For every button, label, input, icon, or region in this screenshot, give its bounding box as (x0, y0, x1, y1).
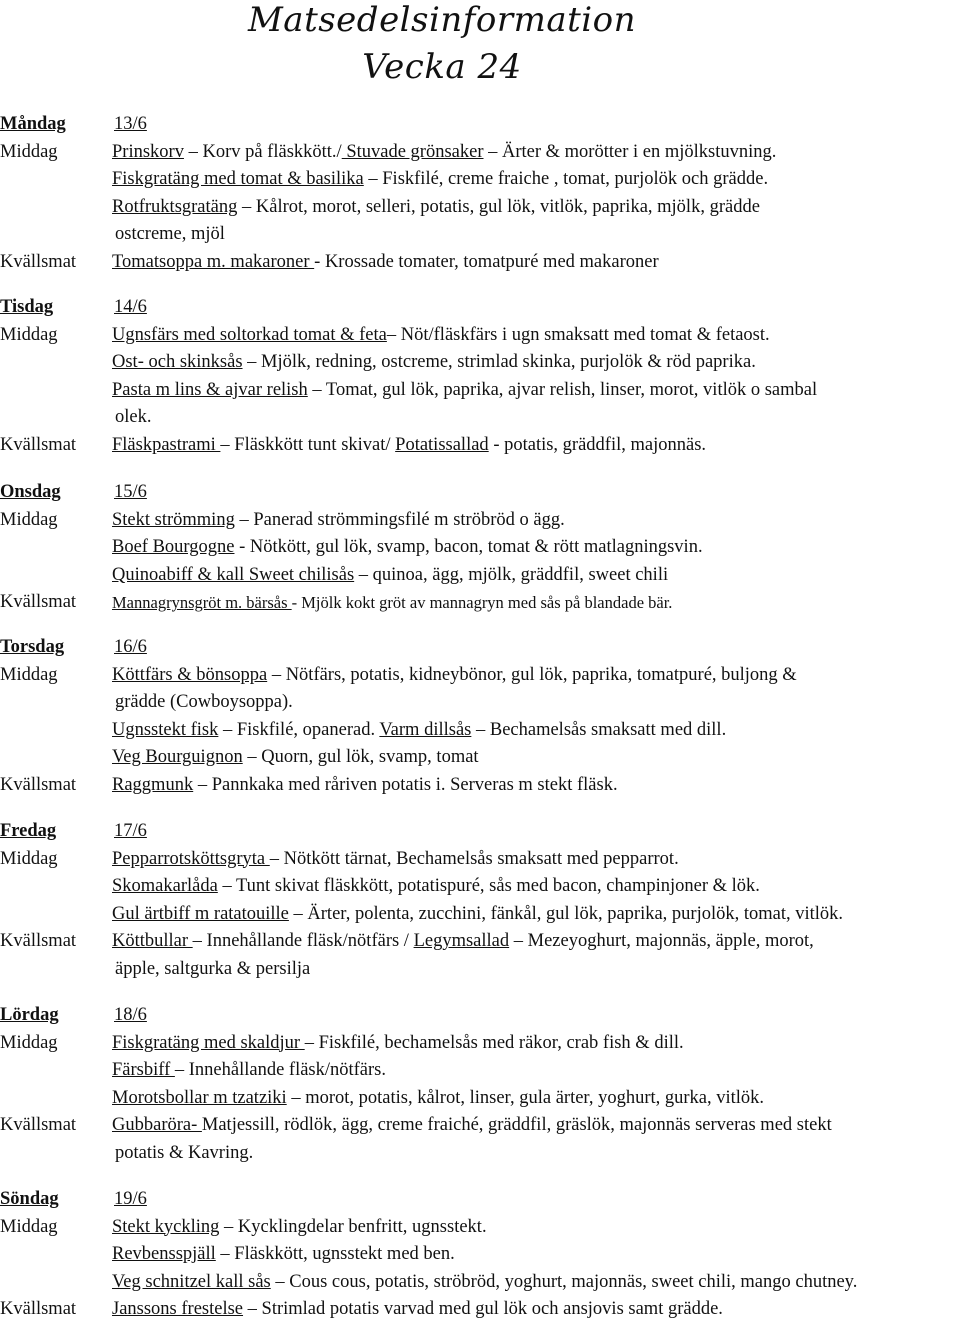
day-name: Söndag (0, 1189, 59, 1209)
day-heading (0, 294, 960, 322)
day-heading (0, 479, 960, 507)
day-section-4 (0, 634, 960, 800)
day-section-2 (0, 294, 960, 460)
menu-row (0, 589, 960, 617)
meal-label-dinner: Kvällsmat (0, 774, 77, 795)
dish-description: – quinoa, ägg, mjölk, gräddfil, sweet chili (354, 564, 669, 585)
dish-name: Fiskgratäng med skaldjur (112, 1032, 305, 1053)
menu-text (112, 589, 960, 617)
day-name: Fredag (0, 821, 57, 841)
dish-name: Färsbiff (112, 1060, 175, 1081)
week-subtitle: Vecka 24 (362, 47, 522, 87)
dish-description: – Quorn, gul lök, svamp, tomat (242, 747, 479, 768)
menu-text (112, 901, 960, 929)
dish-description: - Nötkött, gul lök, svamp, bacon, tomat & rött matlagningsvin. (234, 537, 703, 558)
label-spacer (0, 377, 112, 405)
menu-row (0, 1269, 960, 1297)
dish-description: – Ärter & morötter i en mjölkstuvning. (483, 141, 777, 162)
menu-row (0, 166, 960, 194)
menu-text (112, 1269, 960, 1297)
day-date: 18/6 (114, 1005, 147, 1025)
menu-row (0, 956, 960, 984)
menu-row (0, 901, 960, 929)
dish-description: – Kålrot, morot, selleri, potatis, gul lök, vitlök, paprika, mjölk, grädde (237, 196, 760, 217)
day-date: 13/6 (114, 114, 147, 134)
label-spacer (0, 956, 112, 984)
day-heading (0, 111, 960, 139)
meal-label-lunch: Middag (0, 141, 58, 162)
dish-description: – Nötkött tärnat, Bechamelsås smaksatt med pepparrot. (269, 848, 679, 869)
menu-text (112, 1296, 960, 1324)
dish-name: Skomakarlåda (112, 876, 218, 897)
menu-text (112, 689, 960, 717)
label-spacer (0, 1085, 112, 1113)
dish-name: Tomatsoppa m. makaroner (112, 251, 315, 272)
menu-row (0, 928, 960, 956)
menu-row (0, 507, 960, 535)
dish-description: - Krossade tomater, tomatpuré med makaroner (314, 251, 659, 272)
day-heading (0, 1002, 960, 1030)
dish-name: Gul ärtbiff m ratatouille (112, 903, 289, 924)
dish-description: – Strimlad potatis varvad med gul lök och ansjovis samt grädde. (243, 1299, 723, 1320)
menu-text (112, 1140, 960, 1168)
label-spacer (0, 1057, 112, 1085)
dish-description: – Fiskfilé, opanerad. (218, 719, 380, 740)
dish-name: Köttfärs & bönsoppa (112, 664, 268, 685)
dish-name: Pepparrotsköttsgryta (112, 848, 270, 869)
menu-text (112, 221, 960, 249)
day-date: 15/6 (114, 482, 147, 502)
meal-label-lunch: Middag (0, 1032, 58, 1053)
dish-name: Janssons frestelse (112, 1299, 244, 1320)
dish-description: – Fiskfilé, creme fraiche , tomat, purjolök och grädde. (363, 169, 769, 190)
dish-description: – Fläskkött tunt skivat/ (220, 434, 396, 455)
menu-text (112, 662, 960, 690)
menu-row (0, 377, 960, 405)
dish-name: Ugnsstekt fisk (112, 719, 219, 740)
dish-description: – Fiskfilé, bechamelsås med räkor, crab fish & dill. (304, 1032, 684, 1053)
label-spacer (0, 534, 112, 562)
menu-text (112, 928, 960, 956)
dish-name: Varm dillsås (379, 719, 472, 740)
page-title: Matsedelsinformation (247, 0, 637, 40)
day-name: Tisdag (0, 297, 54, 317)
menu-text (112, 873, 960, 901)
menu-row (0, 1057, 960, 1085)
day-heading (0, 818, 960, 846)
menu-text (112, 846, 960, 874)
meal-label-lunch: Middag (0, 509, 58, 530)
meal-label-lunch: Middag (0, 1216, 58, 1237)
day-heading (0, 634, 960, 662)
dish-name: Quinoabiff & kall Sweet chilisås (112, 564, 355, 585)
menu-row (0, 846, 960, 874)
menu-row (0, 1085, 960, 1113)
menu-row (0, 1140, 960, 1168)
dish-description: – Innehållande fläsk/nötfärs. (174, 1060, 387, 1081)
dish-name: Köttbullar (112, 931, 193, 952)
label-spacer (0, 194, 112, 222)
day-date: 19/6 (114, 1189, 147, 1209)
menu-text (112, 1241, 960, 1269)
label-spacer (0, 873, 112, 901)
day-name: Torsdag (0, 637, 65, 657)
dish-name: Revbensspjäll (112, 1244, 216, 1265)
menu-row (0, 349, 960, 377)
dish-description: – Nöt/fläskfärs i ugn smaksatt med tomat & fetaost. (386, 324, 770, 345)
dish-name: Stekt kyckling (112, 1216, 220, 1237)
menu-row (0, 139, 960, 167)
label-spacer (0, 744, 112, 772)
dish-description: – Fläskkött, ugnsstekt med ben. (215, 1244, 455, 1265)
label-spacer (0, 221, 112, 249)
dish-name: Mannagrynsgröt m. bärsås (112, 593, 292, 613)
menu-row (0, 744, 960, 772)
day-date: 14/6 (114, 297, 147, 317)
label-spacer (0, 1241, 112, 1269)
menu-row (0, 662, 960, 690)
dish-name: Raggmunk (112, 774, 194, 795)
menu-text (112, 562, 960, 590)
day-date: 16/6 (114, 637, 147, 657)
day-section-7 (0, 1186, 960, 1324)
dish-description: - Mjölk kokt gröt av mannagryn med sås på blandade bär. (291, 593, 673, 613)
day-heading (0, 1186, 960, 1214)
menu-row (0, 873, 960, 901)
menu-text (112, 322, 960, 350)
menu-text (112, 956, 960, 984)
day-section-6 (0, 1002, 960, 1168)
meal-label-dinner: Kvällsmat (0, 1115, 77, 1136)
dish-name: Gubbaröra- (112, 1115, 202, 1136)
meal-label-lunch: Middag (0, 664, 58, 685)
dish-description: – Ärter, polenta, zucchini, fänkål, gul lök, paprika, purjolök, tomat, vitlök. (288, 903, 844, 924)
dish-description: – Tunt skivat fläskkött, potatispuré, sås med bacon, champinjoner & lök. (217, 876, 760, 897)
day-name: Måndag (0, 114, 66, 134)
meal-label-dinner: Kvällsmat (0, 1299, 77, 1320)
dish-name: Veg Bourguignon (112, 747, 243, 768)
dish-description: – Nötfärs, potatis, kidneybönor, gul lök, paprika, tomatpuré, buljong & (267, 664, 797, 685)
dish-name: Prinskorv (112, 141, 184, 162)
dish-name: Veg schnitzel kall sås (112, 1271, 271, 1292)
meal-label-dinner: Kvällsmat (0, 592, 77, 613)
dish-name: Boef Bourgogne (112, 537, 235, 558)
menu-text (112, 349, 960, 377)
menu-text (112, 717, 960, 745)
meal-label-lunch: Middag (0, 324, 58, 345)
label-spacer (0, 562, 112, 590)
menu-row (0, 249, 960, 277)
dish-description: – Bechamelsås smaksatt med dill. (471, 719, 727, 740)
dish-description: äpple, saltgurka & persilja (115, 958, 311, 979)
dish-name: Potatissallad (395, 434, 489, 455)
menu-row (0, 1241, 960, 1269)
menu-text (112, 404, 960, 432)
dish-description: ostcreme, mjöl (115, 224, 225, 245)
dish-description: potatis & Kavring. (115, 1142, 254, 1163)
menu-row (0, 1296, 960, 1324)
meal-label-lunch: Middag (0, 848, 58, 869)
menu-row (0, 534, 960, 562)
dish-description: – Pannkaka med råriven potatis i. Serveras m stekt fläsk. (193, 774, 618, 795)
dish-description: – Mjölk, redning, ostcreme, strimlad skinka, purjolök & röd paprika. (242, 352, 756, 373)
label-spacer (0, 1140, 112, 1168)
dish-description: – Tomat, gul lök, paprika, ajvar relish, linser, morot, vitlök o sambal (307, 379, 818, 400)
menu-text (112, 1112, 960, 1140)
meal-label-dinner: Kvällsmat (0, 251, 77, 272)
menu-row (0, 562, 960, 590)
label-spacer (0, 349, 112, 377)
menu-row (0, 717, 960, 745)
dish-name: Ost- och skinksås (112, 352, 243, 373)
dish-description: – Korv på fläskkött./ (183, 141, 342, 162)
menu-text (112, 377, 960, 405)
menu-text (112, 1214, 960, 1242)
dish-description: – Innehållande fläsk/nötfärs / (192, 931, 414, 952)
dish-description: – Kycklingdelar benfritt, ugnsstekt. (219, 1216, 487, 1237)
menu-text (112, 534, 960, 562)
dish-name: Stekt strömming (112, 509, 235, 530)
label-spacer (0, 404, 112, 432)
menu-text (112, 772, 960, 800)
menu-text (112, 1057, 960, 1085)
dish-name: Ugnsfärs med soltorkad tomat & feta (112, 324, 387, 345)
dish-description: olek. (115, 407, 152, 428)
menu-text (112, 249, 960, 277)
label-spacer (0, 717, 112, 745)
menu-row (0, 194, 960, 222)
menu-row (0, 404, 960, 432)
dish-name: Fläskpastrami (112, 434, 221, 455)
meal-label-dinner: Kvällsmat (0, 434, 77, 455)
day-section-1 (0, 111, 960, 277)
menu-row (0, 1030, 960, 1058)
day-name: Lördag (0, 1005, 59, 1025)
day-date: 17/6 (114, 821, 147, 841)
dish-description: – Panerad strömmingsfilé m ströbröd o ägg. (234, 509, 565, 530)
dish-description: Matjessill, rödlök, ägg, creme fraiché, gräddfil, gräslök, majonnäs serveras med stekt (201, 1115, 832, 1136)
dish-description: – Mezeyoghurt, majonnäs, äpple, morot, (509, 931, 814, 952)
menu-row (0, 322, 960, 350)
dish-description: grädde (Cowboysoppa). (115, 692, 293, 713)
dish-name: Fiskgratäng med tomat & basilika (112, 169, 364, 190)
dish-name: Pasta m lins & ajvar relish (112, 379, 308, 400)
menu-text (112, 1030, 960, 1058)
menu-text (112, 744, 960, 772)
day-section-3 (0, 479, 960, 617)
day-name: Onsdag (0, 482, 61, 502)
menu-row (0, 689, 960, 717)
menu-text (112, 432, 960, 460)
menu-text (112, 166, 960, 194)
menu-row (0, 772, 960, 800)
dish-name: Morotsbollar m tzatziki (112, 1087, 287, 1108)
menu-row (0, 1214, 960, 1242)
label-spacer (0, 166, 112, 194)
menu-text (112, 1085, 960, 1113)
label-spacer (0, 689, 112, 717)
label-spacer (0, 1269, 112, 1297)
menu-row (0, 1112, 960, 1140)
dish-description: – Cous cous, potatis, ströbröd, yoghurt, majonnäs, sweet chili, mango chutney. (270, 1271, 858, 1292)
meal-label-dinner: Kvällsmat (0, 931, 77, 952)
menu-text (112, 507, 960, 535)
menu-text (112, 194, 960, 222)
menu-row (0, 432, 960, 460)
dish-description: - potatis, gräddfil, majonnäs. (488, 434, 707, 455)
menu-text (112, 139, 960, 167)
menu-row (0, 221, 960, 249)
dish-description: – morot, potatis, kålrot, linser, gula ärter, yoghurt, gurka, vitlök. (286, 1087, 765, 1108)
label-spacer (0, 901, 112, 929)
dish-name: Rotfruktsgratäng (112, 196, 238, 217)
dish-name: Legymsallad (413, 931, 510, 952)
dish-name: Stuvade grönsaker (341, 141, 484, 162)
day-section-5 (0, 818, 960, 984)
